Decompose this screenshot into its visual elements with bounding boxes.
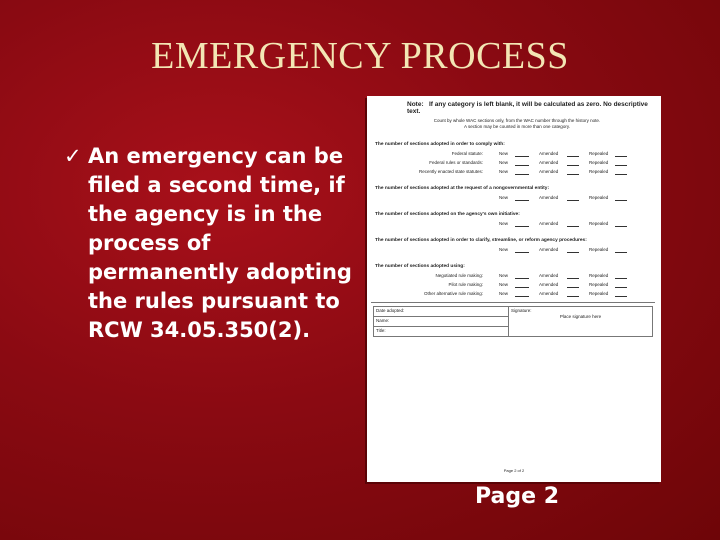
bullet-text: An emergency can be filed a second time, if the agency is in the process of permanently adopting the rules pursuant to RCW 34.05.350(2). (88, 144, 352, 342)
col-new: New (499, 195, 509, 200)
signature-cell (509, 307, 653, 337)
col-repealed: Repealed (589, 151, 609, 156)
col-new: New (499, 291, 509, 296)
row-label: Federal statute: (451, 151, 483, 156)
title-cell: Title: (374, 327, 509, 337)
col-new: New (499, 282, 509, 287)
col-repealed: Repealed (589, 291, 609, 296)
section-initiative: The number of sections adopted on the agency's own initiative: (375, 212, 520, 217)
col-new: New (499, 273, 509, 278)
col-repealed: Repealed (589, 273, 609, 278)
col-repealed: Repealed (589, 282, 609, 287)
col-repealed: Repealed (589, 169, 609, 174)
section-comply: The number of sections adopted in order to comply with: (375, 142, 505, 147)
section-using: The number of sections adopted using: (375, 264, 465, 269)
col-amended: Amended (539, 195, 559, 200)
page-label: Page 2 (475, 484, 560, 509)
col-repealed: Repealed (589, 221, 609, 226)
form-row (375, 221, 653, 227)
col-repealed: Repealed (589, 247, 609, 252)
signature-table (373, 306, 653, 337)
col-amended: Amended (539, 247, 559, 252)
form-row (375, 282, 653, 288)
form-row (375, 247, 653, 253)
col-new: New (499, 169, 509, 174)
count-instructions (407, 118, 627, 129)
count-line-1: Count by whole WAC sections only, from the WAC number through the history note. (433, 118, 601, 123)
form-row (375, 151, 653, 157)
form-row (375, 160, 653, 166)
col-amended: Amended (539, 221, 559, 226)
section-clarify: The number of sections adopted in order to clarify, streamline, or reform agency procedures: (375, 238, 587, 243)
count-line-2: A section may be counted in more than one category. (464, 123, 570, 129)
col-amended: Amended (539, 282, 559, 287)
col-amended: Amended (539, 273, 559, 278)
col-amended: Amended (539, 160, 559, 165)
note-label: Note: (407, 101, 424, 108)
place-signature-text: Place signature here (559, 314, 602, 319)
form-row (375, 169, 653, 175)
bullet-item (64, 142, 354, 345)
col-new: New (499, 247, 509, 252)
col-new: New (499, 151, 509, 156)
form-divider (371, 302, 655, 303)
row-label: Negotiated rule making: (435, 273, 483, 278)
date-adopted-cell: Date adopted: (374, 307, 509, 317)
col-new: New (499, 160, 509, 165)
slide-title: EMERGENCY PROCESS (151, 35, 569, 77)
col-repealed: Repealed (589, 195, 609, 200)
col-repealed: Repealed (589, 160, 609, 165)
form-row (375, 195, 653, 201)
signature-label: Signature: (511, 308, 532, 313)
form-row (375, 291, 653, 297)
form-row (375, 273, 653, 279)
page-of-footer: Page 2 of 2 (503, 468, 525, 473)
row-label: Other alternative rule making: (423, 291, 483, 296)
row-label: Recently enacted state statutes: (418, 169, 483, 174)
check-bullet-icon: ✓ (64, 144, 82, 168)
col-new: New (499, 221, 509, 226)
row-label: Federal rules or standards: (429, 160, 483, 165)
col-amended: Amended (539, 169, 559, 174)
section-nongov: The number of sections adopted at the request of a nongovernmental entity: (375, 186, 550, 191)
col-amended: Amended (539, 291, 559, 296)
note-text: If any category is left blank, it will be calculated as zero. No descriptive text. (407, 101, 648, 115)
form-note (407, 101, 657, 115)
col-amended: Amended (539, 151, 559, 156)
row-label: Pilot rule making: (448, 282, 483, 287)
form-page-image (367, 96, 661, 482)
name-cell: Name: (374, 317, 509, 327)
